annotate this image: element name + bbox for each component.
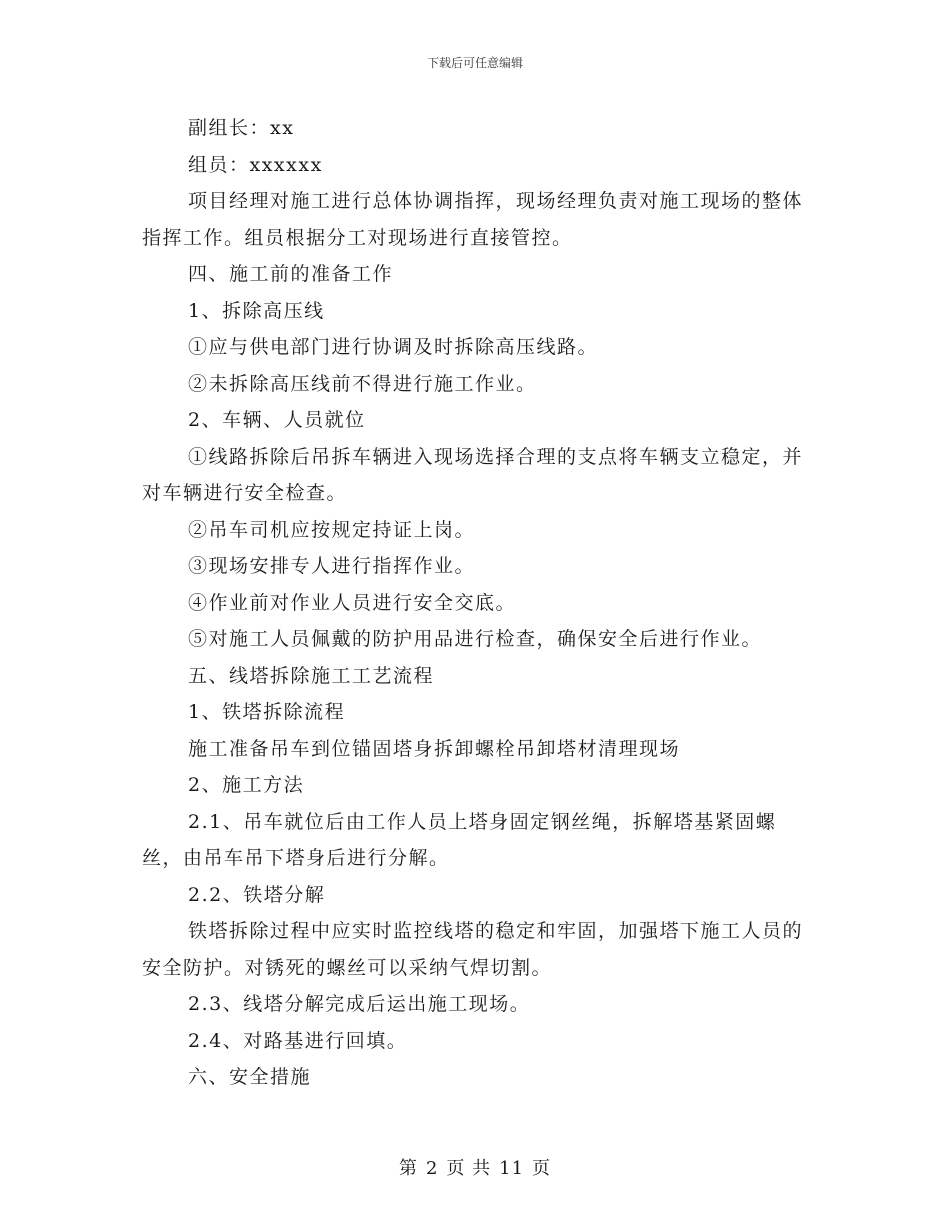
footer-current-page: 2 — [425, 1158, 439, 1179]
list-item: ④作业前对作业人员进行安全交底。 — [188, 591, 517, 614]
subsection-heading: 1、拆除高压线 — [188, 299, 325, 322]
footer-middle: 页 共 — [446, 1158, 492, 1179]
paragraph: 施工准备吊车到位锚固塔身拆卸螺栓吊卸塔材清理现场 — [188, 737, 681, 760]
paragraph: 2.1、吊车就位后由工作人员上塔身固定钢丝绳，拆解塔基紧固螺丝，由吊车吊下塔身后进行分解。 — [142, 810, 777, 869]
paragraph: 副组长：xx — [188, 117, 295, 139]
paragraph: 项目经理对施工进行总体协调指挥，现场经理负责对施工现场的整体指挥工作。组员根据分工对现场进行直接管控。 — [142, 190, 804, 249]
section-heading: 六、安全措施 — [188, 1066, 312, 1088]
list-item: ①线路拆除后吊拆车辆进入现场选择合理的支点将车辆支立稳定，并对车辆进行安全检查。 — [142, 445, 804, 504]
list-item: ⑤对施工人员佩戴的防护用品进行检查，确保安全后进行作业。 — [188, 628, 763, 650]
document-body — [142, 110, 812, 1096]
footer-prefix: 第 — [398, 1158, 418, 1179]
section-heading: 五、线塔拆除施工工艺流程 — [188, 664, 435, 687]
section-heading: 四、施工前的准备工作 — [188, 263, 394, 285]
header-note: 下载后可任意编辑 — [426, 56, 523, 70]
list-item: ③现场安排专人进行指挥作业。 — [188, 555, 476, 577]
paragraph: 组员：xxxxxx — [188, 153, 323, 176]
paragraph: 铁塔拆除过程中应实时监控线塔的稳定和牢固，加强塔下施工人员的安全防护。对锈死的螺丝可以采纳气焊切割。 — [142, 920, 804, 979]
footer-total-pages: 11 — [499, 1158, 525, 1179]
subsection-heading: 2、施工方法 — [188, 774, 305, 796]
paragraph: 2.3、线塔分解完成后运出施工现场。 — [188, 993, 531, 1015]
list-item: ②吊车司机应按规定持证上岗。 — [188, 518, 476, 541]
list-item: ①应与供电部门进行协调及时拆除高压线路。 — [188, 336, 599, 358]
paragraph: 2.4、对路基进行回填。 — [188, 1029, 408, 1052]
list-item: ②未拆除高压线前不得进行施工作业。 — [188, 372, 537, 395]
subsection-heading: 2.2、铁塔分解 — [188, 883, 326, 906]
subsection-heading: 2、车辆、人员就位 — [188, 409, 366, 431]
page-number-footer — [0, 1154, 950, 1180]
subsection-heading: 1、铁塔拆除流程 — [188, 701, 346, 723]
footer-suffix: 页 — [532, 1158, 552, 1179]
